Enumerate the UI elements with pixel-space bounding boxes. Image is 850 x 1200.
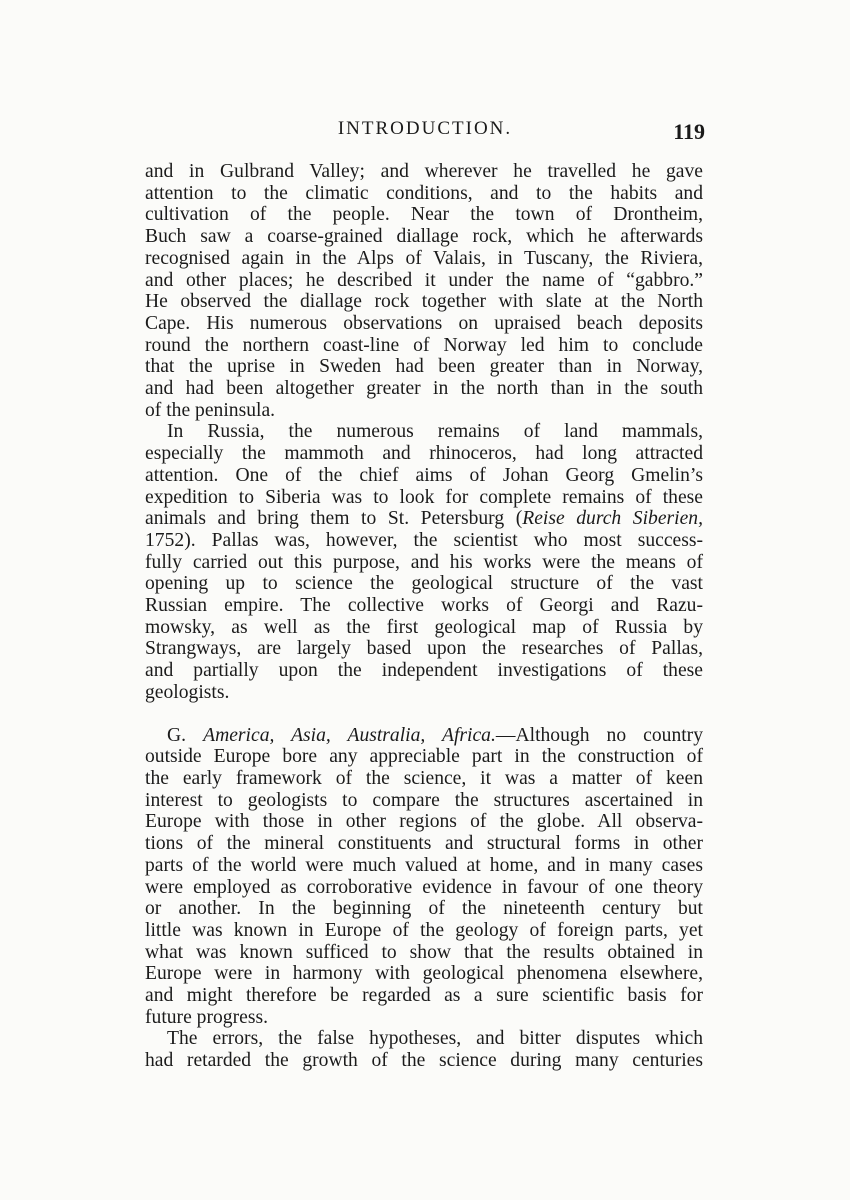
body-text: [145, 161, 703, 1072]
text-line: He observed the diallage rock together with slate at the North: [145, 291, 703, 313]
text-line: and partially upon the independent investigations of these: [145, 660, 703, 682]
page-number: 119: [673, 119, 705, 144]
text-line: opening up to science the geological structure of the vast: [145, 573, 703, 595]
text-line: that the uprise in Sweden had been greater than in Norway,: [145, 356, 703, 378]
text-line: had retarded the growth of the science during many centuries: [145, 1050, 703, 1072]
text-line: especially the mammoth and rhinoceros, had long attracted: [145, 443, 703, 465]
paragraph-russia: [145, 421, 703, 703]
text-line: future progress.: [145, 1006, 268, 1028]
text-line: and had been altogether greater in the north than in the south: [145, 378, 703, 400]
page-header: [145, 118, 705, 148]
text-line: of the peninsula.: [145, 399, 276, 421]
text-line: and might therefore be regarded as a sure scientific basis for: [145, 985, 703, 1007]
text-line: In Russia, the numerous remains of land mammals,: [167, 421, 703, 443]
paragraph-gulbrand: [145, 161, 703, 421]
text-line: expedition to Siberia was to look for complete remains of these: [145, 486, 703, 508]
text-line-with-title: [145, 508, 703, 530]
text-line: the early framework of the science, it was a matter of keen: [145, 767, 703, 789]
text-line: what was known sufficed to show that the results obtained in: [145, 941, 703, 963]
text-line: 1752). Pallas was, however, the scientist who most success-: [145, 529, 703, 551]
text-line: and other places; he described it under the name of “gabbro.”: [145, 269, 703, 291]
text-line: mowsky, as well as the first geological map of Russia by: [145, 616, 703, 638]
text-line: The errors, the false hypotheses, and bitter disputes which: [167, 1028, 703, 1050]
text-line: were employed as corroborative evidence in favour of one theory: [145, 876, 703, 898]
text-line: parts of the world were much valued at home, and in many cases: [145, 854, 703, 876]
text-line: Buch saw a coarse-grained diallage rock, which he afterwards: [145, 226, 703, 248]
text-line: attention. One of the chief aims of Johan Georg Gmelin’s: [145, 464, 703, 486]
text-line: Europe with those in other regions of the globe. All observa-: [145, 811, 703, 833]
text-fragment: —Although no country: [495, 724, 704, 746]
paragraph-errors: [145, 1028, 703, 1071]
text-line: interest to geologists to compare the structures ascertained in: [145, 789, 703, 811]
text-line: Europe were in harmony with geological phenomena elsewhere,: [145, 963, 703, 985]
text-line: little was known in Europe of the geology of foreign parts, yet: [145, 919, 703, 941]
text-line: Cape. His numerous observations on upraised beach deposits: [145, 312, 703, 334]
section-heading-line: [145, 725, 703, 747]
text-line: recognised again in the Alps of Valais, in Tuscany, the Riviera,: [145, 247, 703, 269]
text-line: Strangways, are largely based upon the researches of Pallas,: [145, 638, 703, 660]
text-line: Russian empire. The collective works of Georgi and Razu-: [145, 595, 703, 617]
text-line: fully carried out this purpose, and his works were the means of: [145, 551, 703, 573]
text-fragment: animals and bring them to St. Petersburg (: [145, 508, 523, 530]
section-label: G.: [167, 724, 187, 746]
text-line: geologists.: [145, 681, 230, 703]
section-title: America, Asia, Australia, Africa.: [203, 724, 496, 746]
text-line: attention to the climatic conditions, and to the habits and: [145, 182, 703, 204]
running-head: INTRODUCTION.: [337, 118, 513, 139]
paragraph-section-g: [145, 725, 703, 1029]
book-title: Reise durch Siberien,: [522, 508, 703, 530]
text-line: tions of the mineral constituents and structural forms in other: [145, 833, 703, 855]
text-line: round the northern coast-line of Norway led him to conclude: [145, 334, 703, 356]
text-line: or another. In the beginning of the nineteenth century but: [145, 898, 703, 920]
text-line: outside Europe bore any appreciable part in the construction of: [145, 746, 703, 768]
text-line: cultivation of the people. Near the town of Drontheim,: [145, 204, 703, 226]
text-line: and in Gulbrand Valley; and wherever he travelled he gave: [145, 161, 703, 182]
